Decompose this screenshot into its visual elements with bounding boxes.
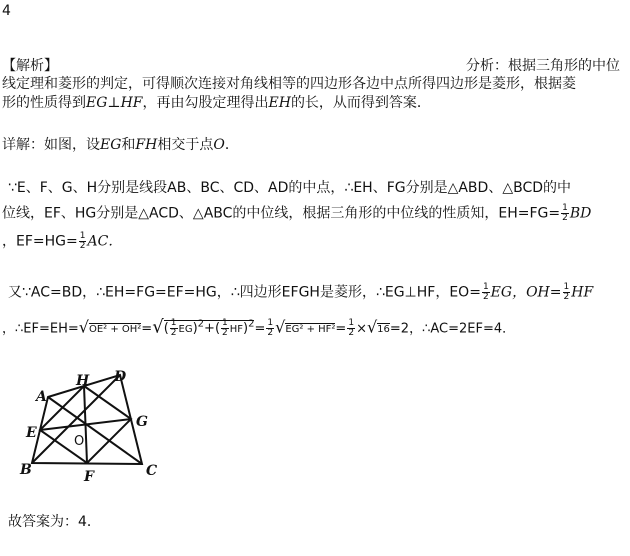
radicand-oe-oh: OE² + OH²: [88, 324, 142, 336]
math-bd: BD: [569, 205, 592, 222]
geometry-figure: [14, 367, 164, 487]
exponent: 2: [248, 319, 255, 330]
fraction-half: [266, 319, 274, 338]
fraction-denominator: 2: [562, 213, 568, 223]
text-segment: 相交于点: [157, 137, 214, 153]
math-eg: EG: [178, 324, 193, 336]
text-segment: 又∵AC=BD，∴EH=FG=EF=HG，∴四边形EFGH是菱形，∴EG⊥HF，EO=: [8, 284, 481, 301]
text-segment: 位线，EF、HG分别是△ACD、△ABC的中位线，根据三角形的中位线的性质知，EH=FG=: [2, 205, 561, 222]
text-segment: ．: [224, 137, 239, 153]
math-hf: HF: [229, 324, 244, 336]
analysis-line-3: [2, 94, 431, 112]
proof-line-2: [2, 204, 591, 223]
fraction-numerator: 1: [222, 318, 228, 329]
sqrt-symbol: √: [152, 316, 164, 338]
label-d: D: [114, 369, 127, 385]
math-hf: HF: [571, 284, 594, 301]
final-answer: 故答案为：4．: [8, 514, 101, 530]
proof-line-1: ∵E、F、G、H分别是线段AB、BC、CD、AD的中点，∴EH、FG分别是△ABD、△BCD的中: [8, 180, 571, 196]
fenxi-lead: 分析：根据三角形的中位: [466, 58, 620, 74]
text-segment: ，∴EF=EH=: [2, 321, 79, 337]
sqrt-symbol: √: [366, 317, 378, 337]
math-o: O: [213, 137, 225, 153]
equals: =: [335, 321, 347, 337]
times: ×: [356, 321, 367, 337]
proof-line-3: [2, 232, 122, 251]
radicand-half-eg-hf: ( $\frac{1}{2}$ EG)$^2$+( $\frac{1}{2}$ HF)$^2$: [163, 318, 255, 339]
radicand-eg-hf: EG² + HF²: [285, 324, 336, 336]
label-a: A: [36, 389, 47, 405]
fraction-half: [170, 319, 178, 338]
math-eg: EG: [100, 137, 122, 153]
math-ac: AC．: [87, 233, 123, 250]
radicand-16: 16: [377, 324, 390, 336]
fraction-denominator: 2: [348, 328, 355, 339]
math-eh: EH: [268, 95, 291, 111]
sqrt-symbol: √: [275, 317, 286, 337]
fraction-half: [79, 232, 87, 251]
label-c: C: [146, 463, 158, 479]
text-segment: 的长，从而得到答案．: [290, 95, 431, 111]
sqrt-symbol: √: [78, 317, 89, 337]
exponent: 2: [197, 319, 205, 330]
fraction-numerator: 1: [563, 282, 570, 292]
analysis-line-2: 线定理和菱形的判定，可得顺次连接对角线相等的四边形各边中点所得四边形是菱形，根据菱: [2, 76, 576, 92]
fraction-denominator: 2: [482, 292, 489, 302]
fraction-half: [563, 283, 571, 302]
detail-line: [2, 136, 239, 154]
label-b: B: [20, 462, 32, 478]
text-segment: ，EF=HG=: [2, 233, 78, 250]
label-g: G: [136, 414, 148, 430]
text-segment: 形的性质得到: [2, 95, 86, 111]
fraction-half: [482, 283, 490, 302]
equals: =: [141, 321, 153, 337]
fraction-denominator: 2: [267, 328, 274, 339]
label-o: O: [74, 434, 85, 449]
jiexi-label: 【解析】: [2, 58, 58, 74]
fraction-denominator: 2: [222, 328, 228, 339]
label-h: H: [76, 373, 90, 389]
text-segment: ，再由勾股定理得出: [142, 95, 269, 111]
math-text: EG，OH=: [490, 284, 562, 301]
fraction-half: [561, 204, 569, 223]
fraction-half: [221, 319, 229, 338]
fraction-numerator: 1: [170, 318, 177, 329]
text-segment: 和: [121, 137, 136, 153]
fraction-numerator: 1: [348, 318, 355, 329]
fraction-numerator: 1: [562, 203, 568, 213]
fraction-denominator: 2: [79, 241, 86, 251]
math-eg-perp-hf: EG⊥HF: [86, 95, 143, 111]
text-segment: =2，∴AC=2EF=4．: [389, 321, 516, 337]
fraction-half: [347, 319, 355, 338]
equals: =: [254, 321, 266, 337]
label-f: F: [84, 469, 94, 485]
answer-number: 4: [2, 3, 11, 19]
fraction-denominator: 2: [170, 328, 177, 339]
fraction-denominator: 2: [563, 292, 570, 302]
label-e: E: [26, 425, 37, 441]
rhombus-line-1: [8, 283, 593, 302]
rhombus-line-2: [2, 316, 515, 339]
fraction-numerator: 1: [482, 282, 489, 292]
math-fh: FH: [135, 137, 158, 153]
fraction-numerator: 1: [79, 231, 86, 241]
text-segment: 详解：如图，设: [2, 137, 100, 153]
fraction-numerator: 1: [267, 318, 274, 329]
plus: +: [204, 321, 215, 337]
